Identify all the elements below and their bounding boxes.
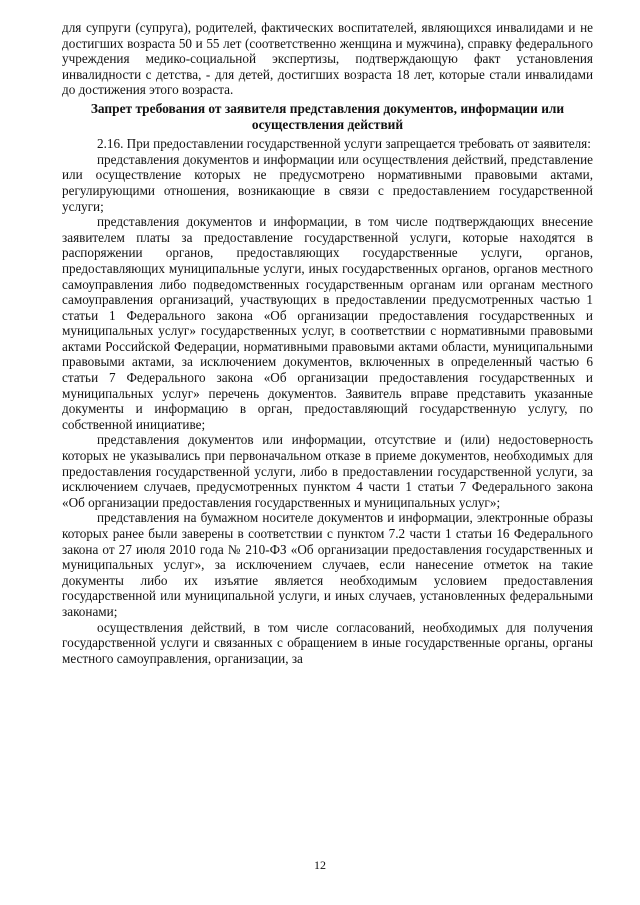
paragraph-continuation: для супруги (супруга), родителей, фактических воспитателей, являющихся инвалидами и не достигших возраста 50 и 55 лет (соответственно женщина и мужчина), справку федерального учреждения медико-социальной экспертизы, подтверждающую факт установления инвалидности с детства, - для детей, достигших возраста 18 лет, которые стали инвалидами до достижения этого возраста. [62, 20, 593, 98]
paragraph-item-5: осуществления действий, в том числе согласований, необходимых для получения государственной услуги и связанных с обращением в иные государственные органы, органы местного самоуправления, организации, за [62, 619, 593, 666]
paragraph-item-1: представления документов и информации или осуществления действий, представление или осуществление которых не предусмотрено нормативными правовыми актами, регулирующими отношения, возникающие в связи с предоставлением государственной услуги; [62, 151, 593, 214]
section-heading: Запрет требования от заявителя представления документов, информации или осуществления действий [90, 100, 565, 132]
page-number: 12 [314, 858, 326, 872]
paragraph-item-4: представления на бумажном носителе документов и информации, электронные образы которых ранее были заверены в соответствии с пунктом 7.2 части 1 статьи 16 Федерального закона от 27 июля 2010 года № 210-ФЗ «Об организации предоставления государственных и муниципальных услуг», за исключением случаев, если нанесение отметок на такие документы либо их изъятие является необходимым условием предоставления государственной или муниципальной услуги, и иных случаев, установленных федеральными законами; [62, 510, 593, 619]
paragraph-item-2: представления документов и информации, в том числе подтверждающих внесение заявителем платы за предоставление государственной услуги, которые находятся в распоряжении органов, предоставляющих государственные услуги, органов, предоставляющих муниципальные услуги, иных государственных органов, органов местного самоуправления либо подведомственных государственным органам или органам местного самоуправления организаций, участвующих в предоставлении предусмотренных частью 1 статьи 1 Федерального закона «Об организации предоставления государственных и муниципальных услуг» государственных услуг, в соответствии с нормативными правовыми актами Российской Федерации, нормативными правовыми актами области, муниципальными правовыми актами, за исключением документов, включенных в определенный частью 6 статьи 7 Федерального закона «Об организации предоставления государственных и муниципальных услуг» перечень документов. Заявитель вправе представить указанные документы и информацию в орган, предоставляющий государственную услугу, по собственной инициативе; [62, 214, 593, 432]
paragraph-2-16: 2.16. При предоставлении государственной услуги запрещается требовать от заявителя: [97, 136, 591, 152]
paragraph-item-3: представления документов или информации, отсутствие и (или) недостоверность которых не указывались при первоначальном отказе в приеме документов, необходимых для предоставления государственной услуги, либо в предоставлении государственной услуги, за исключением случаев, предусмотренных пунктом 4 части 1 статьи 7 Федерального закона «Об организации предоставления государственных и муниципальных услуг»; [62, 432, 593, 510]
